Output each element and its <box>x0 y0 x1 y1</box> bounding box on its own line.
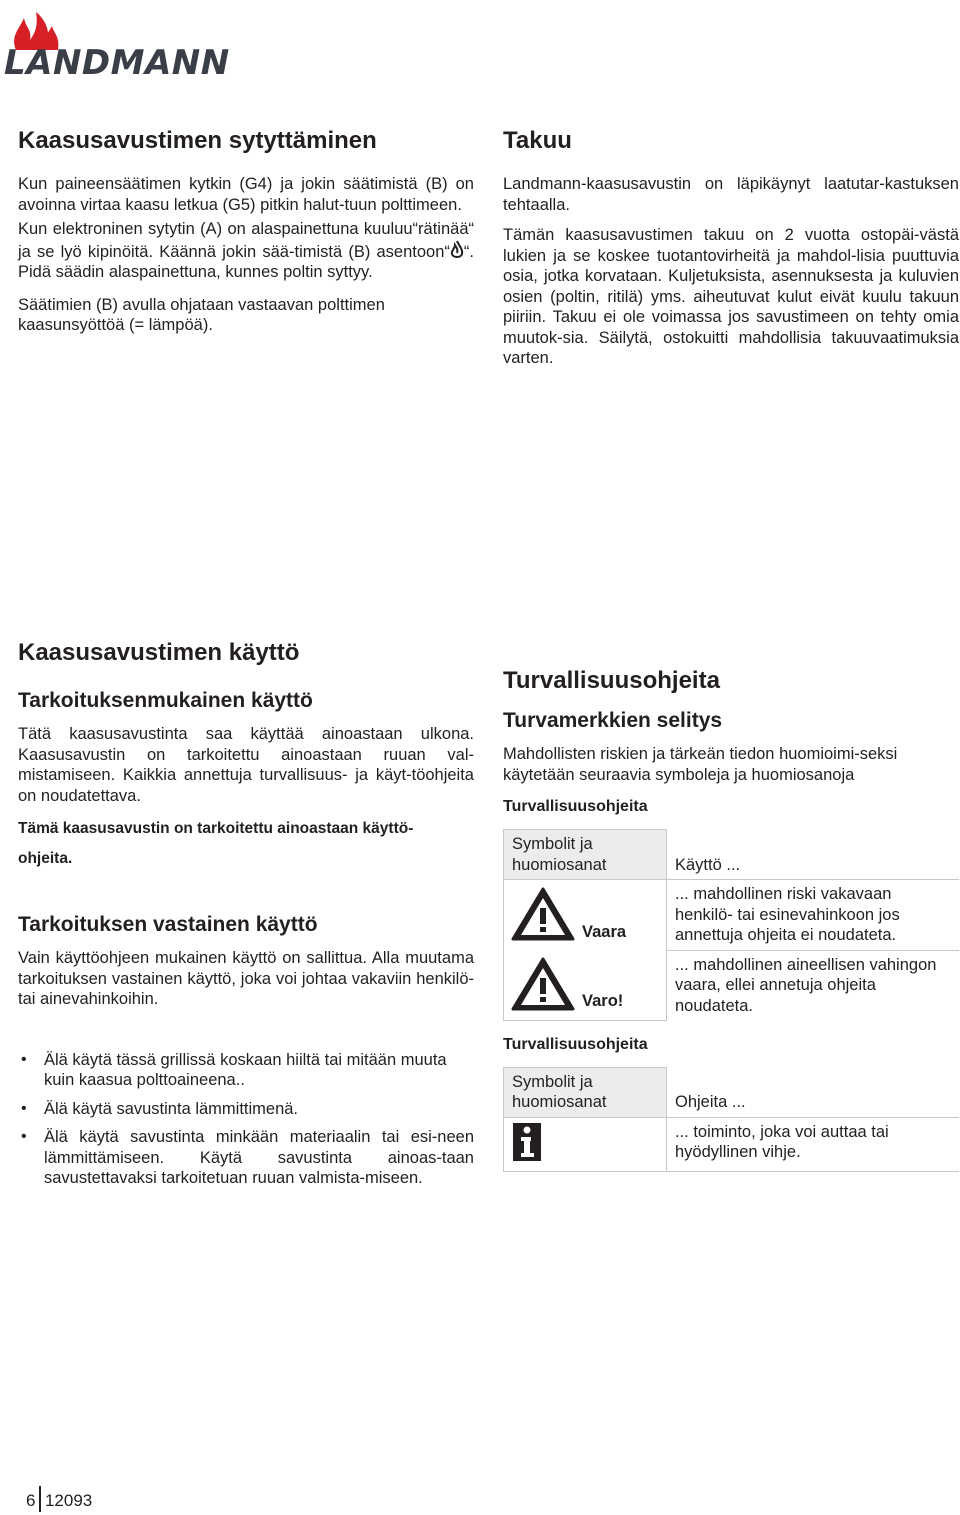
brand-wordmark: LANDMANN <box>4 43 230 83</box>
table-row <box>504 1117 960 1172</box>
bullet-icon: • <box>21 1128 27 1145</box>
misuse-list <box>18 1050 474 1189</box>
intended-use-note-1: Tämä kaasusavustin on tarkoitettu ainoastaan käyttö- <box>18 820 414 837</box>
usage-title: Kaasusavustimen käyttö <box>18 639 300 666</box>
caution-sign-cell <box>504 950 667 1020</box>
info-text: ... toiminto, joka voi auttaa tai hyödyllinen vihje. <box>667 1117 960 1172</box>
table-header-use: Ohjeita ... <box>667 1067 960 1117</box>
footer-divider <box>39 1486 41 1512</box>
warranty-para-2: Tämän kaasusavustimen takuu on 2 vuotta ostopäi-västä lukien ja se koskee tuotantovirheitä ja mahdol-lisia puuttuvia osia, jotka korvataan. Kuljetuksista, asennuksesta ja kuluvien osien (poltin, ritilä) yms. aiheutuvat kulut eivät kuulu takuun piiriin. Takuu ei ole voimassa jos savustimeen on tehty omia muutok-sia. Säilytä, ostokuitti mahdollisia takuuvaatimuksia varten. <box>503 226 959 367</box>
warranty-section <box>503 126 959 369</box>
warning-triangle-icon <box>510 956 576 1012</box>
warranty-title: Takuu <box>503 127 572 154</box>
list-item: • Älä käytä savustinta minkään materiaalin tai esi-neen lämmittämiseen. Käytä savustinta ainoas-taan savustettavaksi tarkoitetuan ruuan valmista-miseen. <box>21 1128 474 1187</box>
table-row <box>504 880 960 951</box>
bullet-icon: • <box>21 1050 27 1068</box>
safety-symbols-table <box>503 829 959 1021</box>
intended-use-para: Tätä kaasusavustinta saa käyttää ainoastaan ulkona. Kaasusavustin on tarkoitettu ainoastaan ruuan val-mistamiseen. Kaikkia annettuja turvallisuus- ja käyt-töohjeita on noudatettava. <box>18 725 474 805</box>
ignition-para-1: Kun paineensäätimen kytkin (G4) ja jokin säätimistä (B) on avoinna virtaa kaasu letkua (G5) pitkin halut-tuun polttimeen. <box>18 175 474 214</box>
warning-triangle-icon <box>510 886 576 942</box>
ignition-para-3: Säätimien (B) avulla ohjataan vastaavan polttimen kaasunsyöttöä (= lämpöä). <box>18 295 385 334</box>
caution-label: Varo! <box>582 992 624 1010</box>
warning-sign-cell <box>504 880 667 951</box>
signs-para: Mahdollisten riskien ja tärkeän tiedon huomioimi-seksi käytetään seuraavia symboleja ja huomiosanoja <box>503 745 898 784</box>
misuse-title: Tarkoituksen vastainen käyttö <box>18 913 318 936</box>
table-header-row <box>504 1067 960 1117</box>
safety-section <box>503 666 959 1172</box>
page-number: 6 <box>26 1491 36 1510</box>
ignition-section <box>18 126 474 336</box>
warranty-para-1: Landmann-kaasusavustin on läpikäynyt laatutar-kastuksen tehtaalla. <box>503 175 959 214</box>
ignition-para-2b: “. Pidä säädin alaspainettuna, kunnes poltin syttyy. <box>18 242 474 281</box>
intended-use-note-2: ohjeita. <box>18 850 73 867</box>
danger-label: Vaara <box>582 922 627 941</box>
info-icon <box>512 1122 542 1162</box>
page-footer <box>26 1486 92 1513</box>
table2-caption: Turvallisuusohjeita <box>503 1035 648 1053</box>
intended-use-title: Tarkoituksenmukainen käyttö <box>18 689 313 712</box>
table1-caption: Turvallisuusohjeita <box>503 798 648 815</box>
table-row <box>504 950 960 1020</box>
flame-symbol-icon <box>450 240 464 260</box>
signs-title: Turvamerkkien selitys <box>503 709 723 732</box>
bullet-icon: • <box>21 1099 27 1117</box>
list-item: • Älä käytä tässä grillissä koskaan hiiltä tai mitään muuta kuin kaasua polttoaineena.. <box>21 1050 447 1089</box>
brand-logo <box>4 6 260 83</box>
misuse-para: Vain käyttöohjeen mukainen käyttö on sallittua. Alla muutama tarkoituksen vastainen käyttö, joka voi johtaa vakaviin henkilö- tai ainevahinkoihin. <box>18 949 474 1008</box>
table-header-row <box>504 830 960 880</box>
info-symbols-table <box>503 1067 959 1173</box>
table-header-symbol: Symbolit ja huomiosanat <box>504 1067 667 1117</box>
list-item: • Älä käytä savustinta lämmittimenä. <box>21 1099 299 1118</box>
safety-title: Turvallisuusohjeita <box>503 667 720 694</box>
table-header-symbol: Symbolit ja huomiosanat <box>504 830 667 880</box>
table-header-use: Käyttö ... <box>667 830 960 880</box>
danger-text: ... mahdollinen riski vakavaan henkilö- tai esinevahinkoon jos annettuja ohjeita ei noudateta. <box>667 880 960 951</box>
ignition-para-2a: Kun elektroninen sytytin (A) on alaspainettuna kuuluu“rätinää“ ja se lyö kipinöitä. Käännä jokin sää-timistä (B) asentoon“ <box>18 220 474 261</box>
ignition-para-2 <box>18 219 474 283</box>
document-number: 12093 <box>44 1491 93 1510</box>
ignition-title: Kaasusavustimen sytyttäminen <box>18 127 377 154</box>
info-sign-cell <box>504 1117 667 1172</box>
usage-section <box>18 638 474 1197</box>
caution-text: ... mahdollinen aineellisen vahingon vaara, ellei annetuja ohjeita noudateta. <box>667 950 960 1020</box>
